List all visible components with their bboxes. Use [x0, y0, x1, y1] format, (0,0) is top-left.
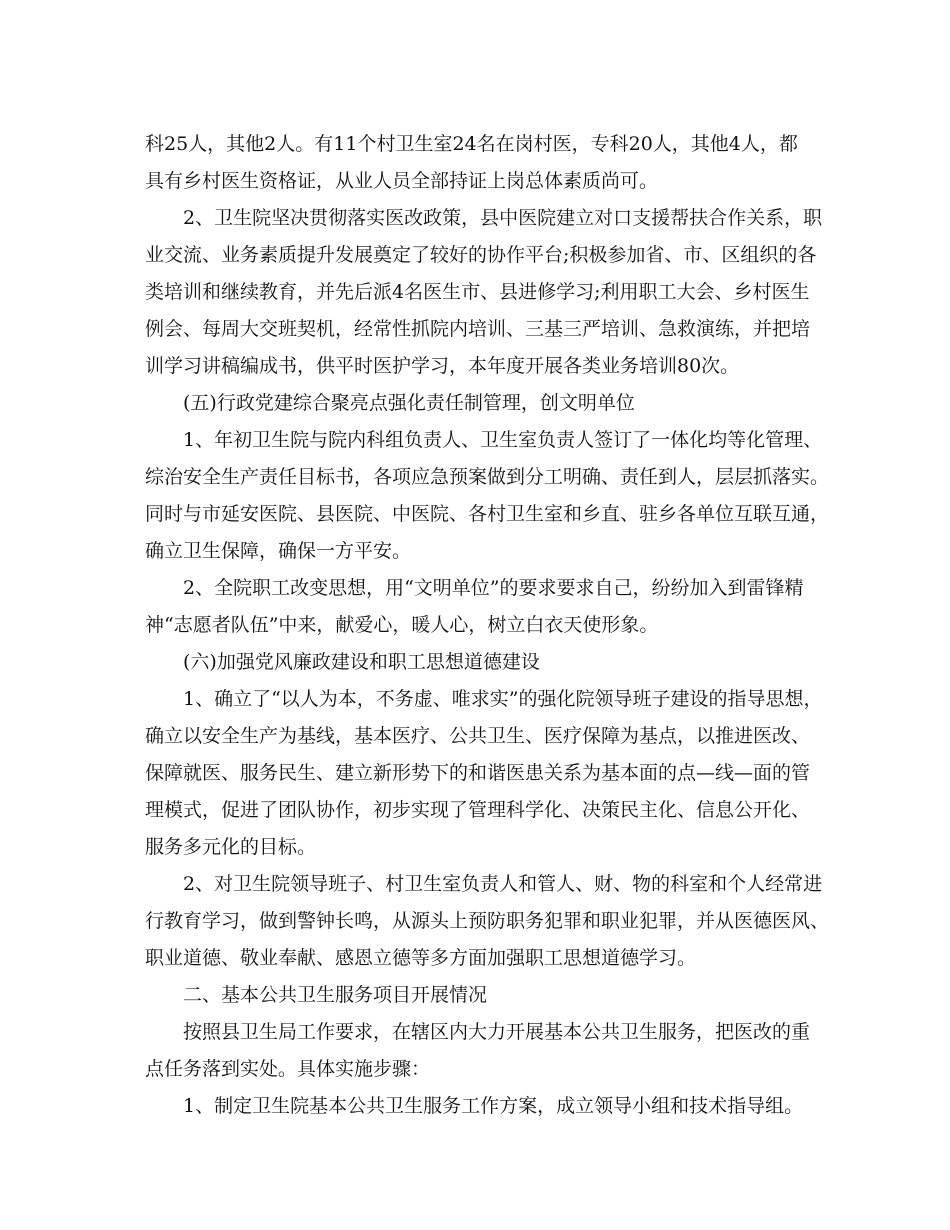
- document-body: [145, 126, 830, 1125]
- text-line: 训学习讲稿编成书，供平时医护学习，本年度开展各类业务培训80次。: [145, 355, 740, 377]
- text-line: 点任务落到实处。具体实施步骤：: [145, 1058, 431, 1080]
- paragraph-start: 2、卫生院坚决贯彻落实医改政策，县中医院建立对口支援帮扶合作关系，职: [183, 207, 823, 229]
- text-line: 神“志愿者队伍”中来，献爱心，暖人心，树立白衣天使形象。: [145, 614, 659, 636]
- text-line: 具有乡村医生资格证，从业人员全部持证上岗总体素质尚可。: [145, 170, 659, 192]
- section-heading: (五)行政党建综合聚亮点强化责任制管理，创文明单位: [183, 392, 635, 414]
- paragraph-start: 2、全院职工改变思想，用“文明单位”的要求要求自己，纷纷加入到雷锋精: [183, 577, 804, 599]
- paragraph-start: 2、对卫生院领导班子、村卫生室负责人和管人、财、物的科室和个人经常进: [183, 873, 823, 895]
- section-heading: (六)加强党风廉政建设和职工思想道德建设: [183, 651, 540, 673]
- text-line: 确立卫生保障，确保一方平安。: [145, 540, 412, 562]
- paragraph-start: 1、确立了“以人为本，不务虚、唯求实”的强化院领导班子建设的指导思想，: [183, 688, 823, 710]
- text-line: 服务多元化的目标。: [145, 836, 317, 858]
- text-line: 同时与市延安医院、县医院、中医院、各村卫生室和乡直、驻乡各单位互联互通，: [145, 503, 830, 525]
- paragraph-start: 1、年初卫生院与院内科组负责人、卫生室负责人签订了一体化均等化管理、: [183, 429, 823, 451]
- text-line: 行教育学习，做到警钟长鸣，从源头上预防职务犯罪和职业犯罪，并从医德医风、: [145, 910, 830, 932]
- text-line: 类培训和继续教育，并先后派4名医生市、县进修学习;利用职工大会、乡村医生: [145, 281, 810, 303]
- paragraph-start: 1、制定卫生院基本公共卫生服务工作方案，成立领导小组和技术指导组。: [183, 1095, 804, 1117]
- text-line: 例会、每周大交班契机，经常性抓院内培训、三基三严培训、急救演练，并把培: [145, 318, 811, 340]
- section-heading: 二、基本公共卫生服务项目开展情况: [183, 984, 488, 1006]
- text-line: 理模式，促进了团队协作，初步实现了管理科学化、决策民主化、信息公开化、: [145, 799, 811, 821]
- paragraph-start: 按照县卫生局工作要求，在辖区内大力开展基本公共卫生服务，把医改的重: [183, 1021, 811, 1043]
- text-line: 职业道德、敬业奉献、感恩立德等多方面加强职工思想道德学习。: [145, 947, 697, 969]
- text-line: 业交流、业务素质提升发展奠定了较好的协作平台;积极参加省、市、区组织的各: [145, 244, 817, 266]
- text-line: 科25人，其他2人。有11个村卫生室24名在岗村医，专科20人，其他4人，都: [145, 133, 798, 155]
- text-line: 综治安全生产责任目标书，各项应急预案做到分工明确、责任到人，层层抓落实。: [145, 466, 830, 488]
- text-line: 确立以安全生产为基线，基本医疗、公共卫生、医疗保障为基点，以推进医改、: [145, 725, 811, 747]
- text-line: 保障就医、服务民生、建立新形势下的和谐医患关系为基本面的点—线—面的管: [145, 762, 811, 784]
